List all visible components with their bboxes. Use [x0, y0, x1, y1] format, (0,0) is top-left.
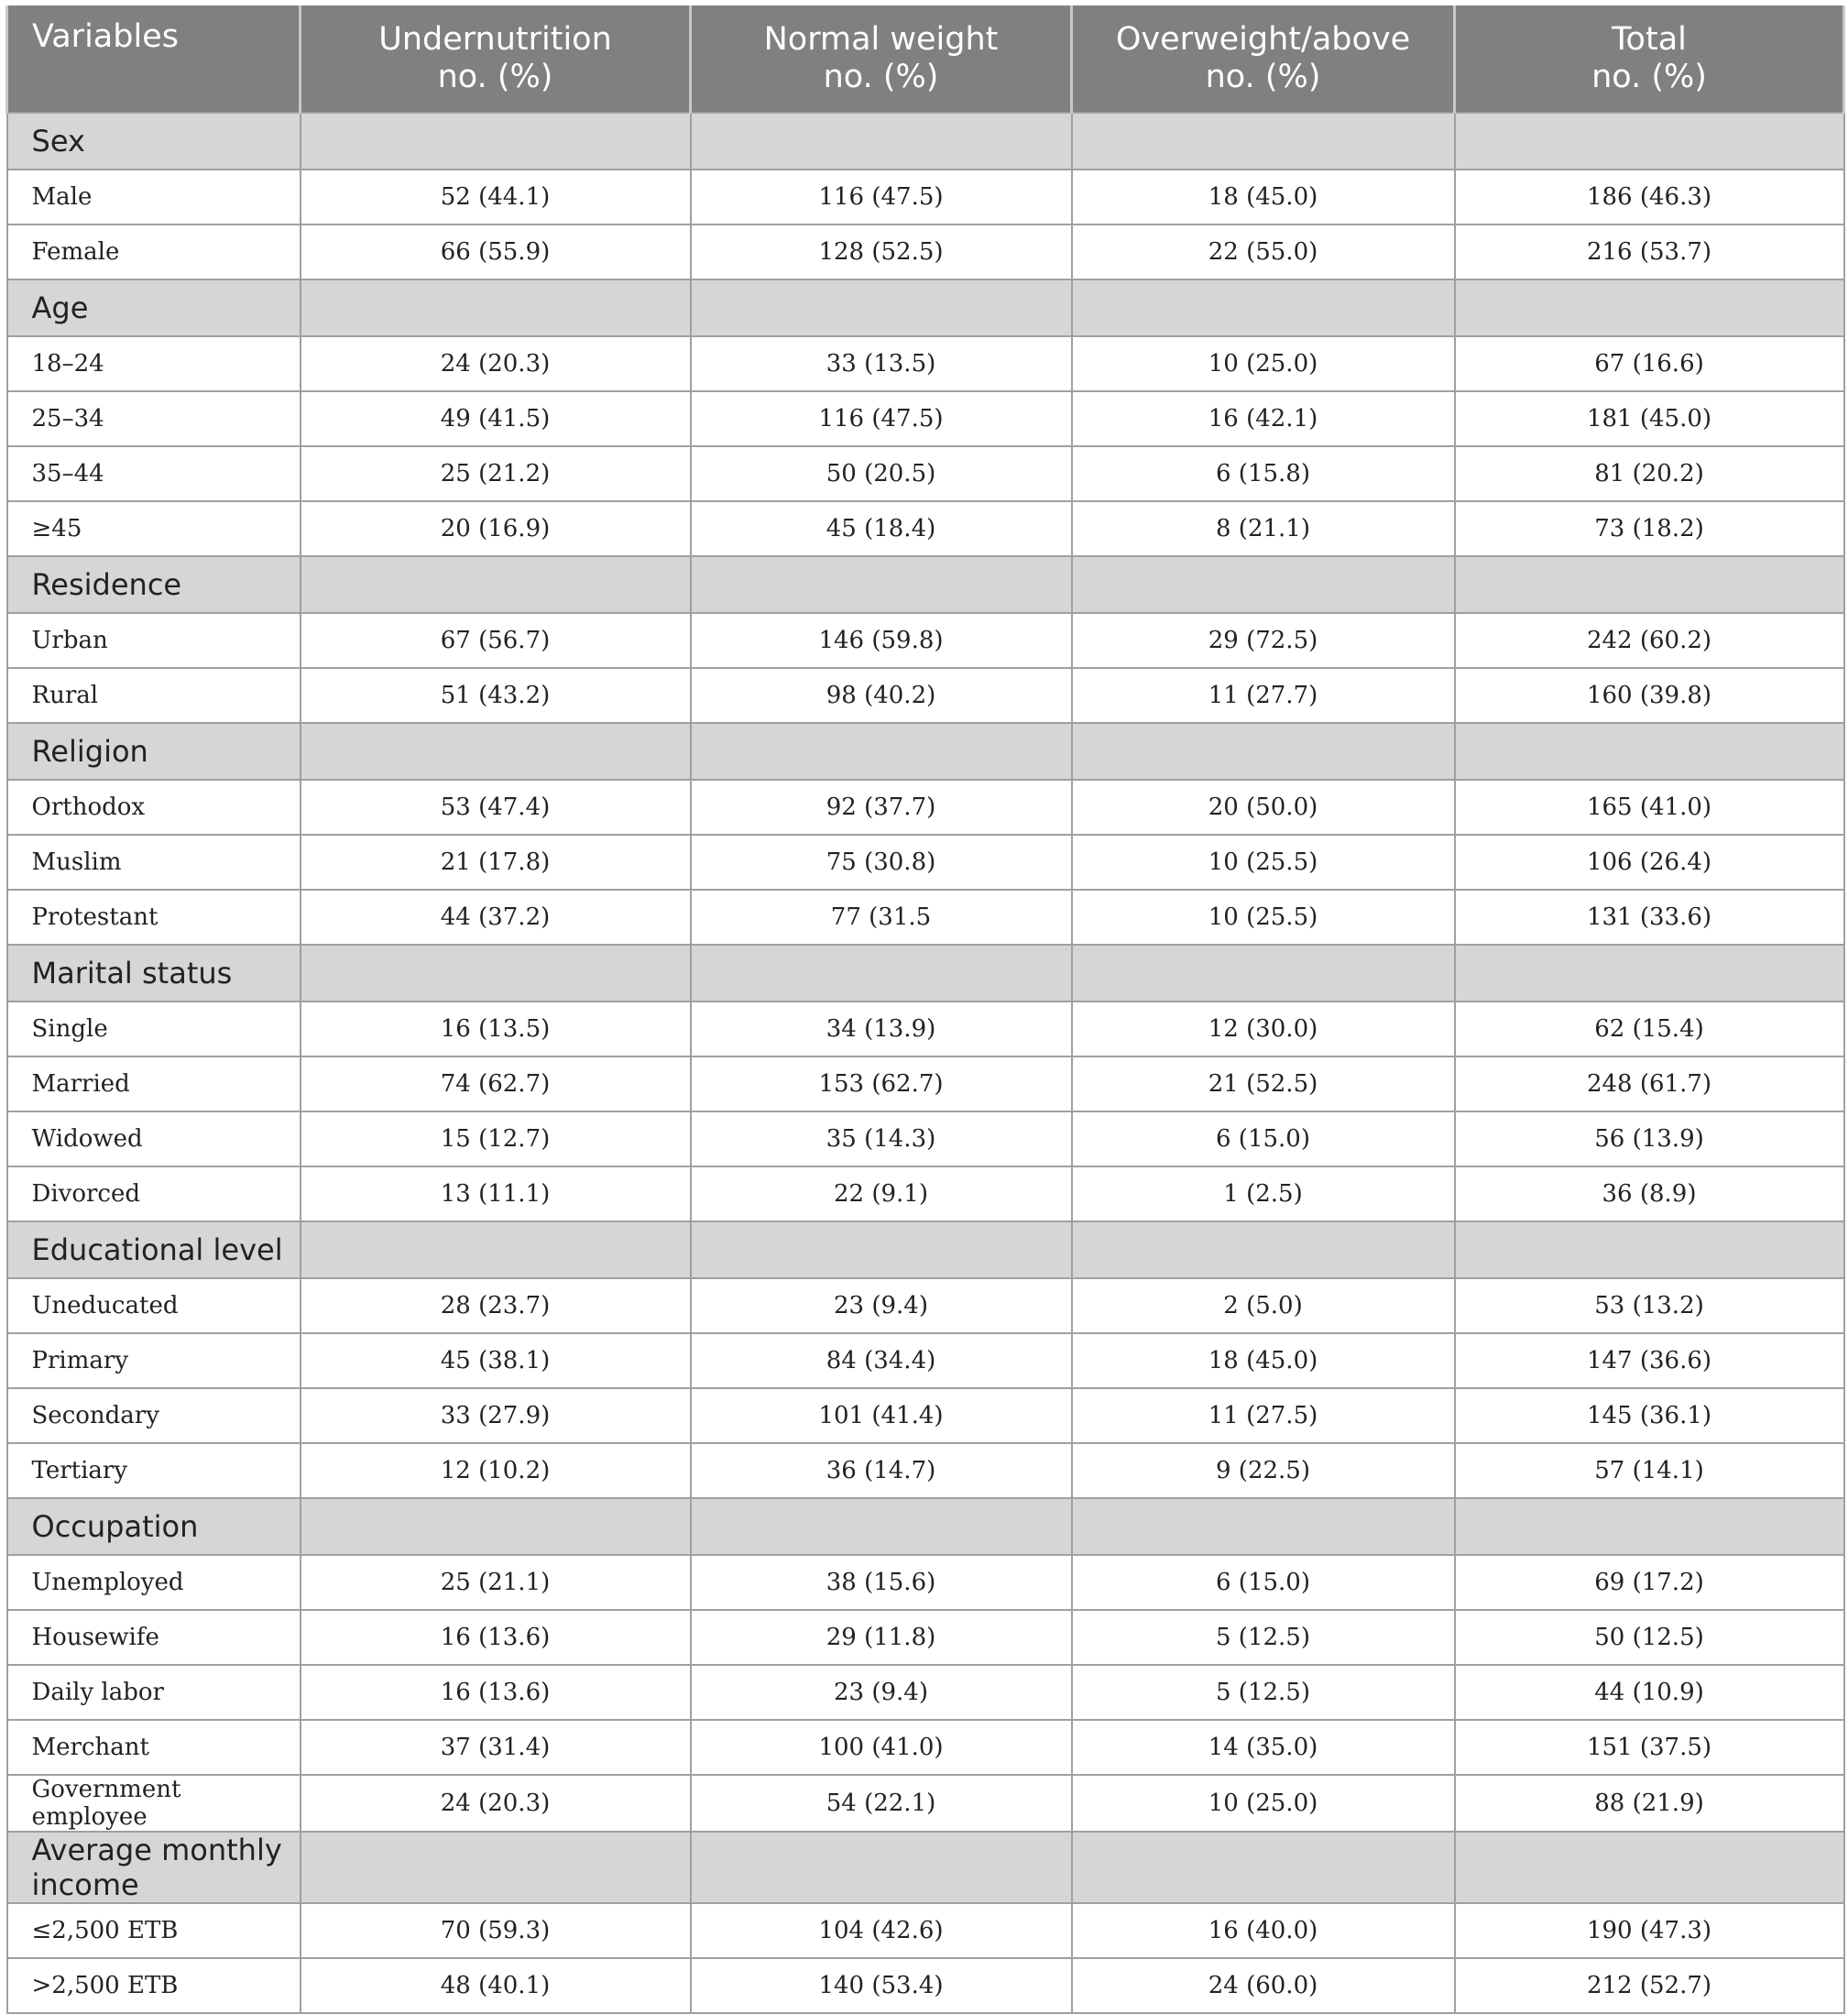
section-title: Age [7, 279, 301, 336]
row-label: Primary [7, 1333, 301, 1388]
header-variables: Variables [7, 5, 301, 113]
row-label: Tertiary [7, 1443, 301, 1498]
table-row [7, 613, 1844, 668]
section-empty-cell [301, 723, 691, 780]
table-cell: 45 (18.4) [691, 501, 1072, 556]
table-cell: 153 (62.7) [691, 1056, 1072, 1111]
table-cell: 101 (41.4) [691, 1388, 1072, 1443]
table-cell: 18 (45.0) [1072, 170, 1455, 224]
header-undernutrition [301, 5, 691, 113]
table-cell: 23 (9.4) [691, 1665, 1072, 1720]
section-empty-cell [1072, 556, 1455, 613]
table-cell: 34 (13.9) [691, 1002, 1072, 1056]
section-empty-cell [691, 723, 1072, 780]
table-cell: 29 (72.5) [1072, 613, 1455, 668]
table-cell: 186 (46.3) [1455, 170, 1844, 224]
table-cell: 18 (45.0) [1072, 1333, 1455, 1388]
table-cell: 54 (22.1) [691, 1775, 1072, 1832]
table-cell: 24 (60.0) [1072, 1958, 1455, 2013]
table-cell: 29 (11.8) [691, 1610, 1072, 1665]
section-empty-cell [1072, 279, 1455, 336]
table-row [7, 501, 1844, 556]
table-row [7, 446, 1844, 501]
table-cell: 66 (55.9) [301, 224, 691, 279]
table-cell: 22 (9.1) [691, 1166, 1072, 1221]
table-body [7, 113, 1844, 2013]
row-label: Urban [7, 613, 301, 668]
table-cell: 25 (21.2) [301, 446, 691, 501]
table-cell: 116 (47.5) [691, 170, 1072, 224]
table-cell: 33 (13.5) [691, 336, 1072, 391]
table-cell: 5 (12.5) [1072, 1665, 1455, 1720]
table-cell: 56 (13.9) [1455, 1111, 1844, 1166]
section-row [7, 1832, 1844, 1903]
header-overweight [1072, 5, 1455, 113]
table-cell: 16 (13.6) [301, 1665, 691, 1720]
section-empty-cell [1455, 1498, 1844, 1555]
table-cell: 165 (41.0) [1455, 780, 1844, 835]
table-cell: 44 (37.2) [301, 890, 691, 945]
section-empty-cell [1072, 1498, 1455, 1555]
table-row [7, 224, 1844, 279]
section-title: Average monthly income [7, 1832, 301, 1903]
table-header [7, 5, 1844, 113]
table-row [7, 1166, 1844, 1221]
section-title: Residence [7, 556, 301, 613]
section-empty-cell [301, 1498, 691, 1555]
section-empty-cell [1455, 1832, 1844, 1903]
row-label: Housewife [7, 1610, 301, 1665]
table-cell: 48 (40.1) [301, 1958, 691, 2013]
table-row [7, 780, 1844, 835]
section-empty-cell [691, 1832, 1072, 1903]
row-label: ≤2,500 ETB [7, 1903, 301, 1958]
table-cell: 128 (52.5) [691, 224, 1072, 279]
section-title: Educational level [7, 1221, 301, 1278]
table-cell: 151 (37.5) [1455, 1720, 1844, 1775]
row-label: Daily labor [7, 1665, 301, 1720]
table-cell: 45 (38.1) [301, 1333, 691, 1388]
table-cell: 216 (53.7) [1455, 224, 1844, 279]
header-total [1455, 5, 1844, 113]
table-row [7, 1388, 1844, 1443]
table-cell: 67 (16.6) [1455, 336, 1844, 391]
table-row [7, 890, 1844, 945]
section-empty-cell [1072, 723, 1455, 780]
row-label: Unemployed [7, 1555, 301, 1610]
table-cell: 70 (59.3) [301, 1903, 691, 1958]
table-cell: 242 (60.2) [1455, 613, 1844, 668]
table-cell: 38 (15.6) [691, 1555, 1072, 1610]
section-empty-cell [301, 945, 691, 1002]
row-label: Rural [7, 668, 301, 723]
table-cell: 11 (27.7) [1072, 668, 1455, 723]
table-row [7, 170, 1844, 224]
table-cell: 24 (20.3) [301, 1775, 691, 1832]
table-cell: 23 (9.4) [691, 1278, 1072, 1333]
section-row [7, 556, 1844, 613]
table-cell: 116 (47.5) [691, 391, 1072, 446]
row-label: Single [7, 1002, 301, 1056]
section-row [7, 1221, 1844, 1278]
table-cell: 12 (30.0) [1072, 1002, 1455, 1056]
table-cell: 147 (36.6) [1455, 1333, 1844, 1388]
table-cell: 181 (45.0) [1455, 391, 1844, 446]
section-empty-cell [691, 556, 1072, 613]
table-cell: 100 (41.0) [691, 1720, 1072, 1775]
section-empty-cell [301, 1832, 691, 1903]
table-cell: 15 (12.7) [301, 1111, 691, 1166]
table-row [7, 1443, 1844, 1498]
table-cell: 212 (52.7) [1455, 1958, 1844, 2013]
table-cell: 146 (59.8) [691, 613, 1072, 668]
table-cell: 6 (15.0) [1072, 1555, 1455, 1610]
table-row [7, 668, 1844, 723]
header-line: Normal weight [763, 21, 999, 58]
row-label: ≥45 [7, 501, 301, 556]
table-cell: 1 (2.5) [1072, 1166, 1455, 1221]
row-label: 25–34 [7, 391, 301, 446]
row-label: Widowed [7, 1111, 301, 1166]
table-cell: 10 (25.0) [1072, 336, 1455, 391]
table-cell: 190 (47.3) [1455, 1903, 1844, 1958]
table-cell: 53 (13.2) [1455, 1278, 1844, 1333]
section-title: Religion [7, 723, 301, 780]
section-empty-cell [1072, 1832, 1455, 1903]
table-cell: 12 (10.2) [301, 1443, 691, 1498]
section-empty-cell [691, 945, 1072, 1002]
table-cell: 16 (42.1) [1072, 391, 1455, 446]
header-line: Overweight/above [1115, 21, 1411, 58]
table-cell: 52 (44.1) [301, 170, 691, 224]
table-cell: 51 (43.2) [301, 668, 691, 723]
header-line: no. (%) [1591, 59, 1707, 95]
table-cell: 9 (22.5) [1072, 1443, 1455, 1498]
table-cell: 67 (56.7) [301, 613, 691, 668]
row-label: Male [7, 170, 301, 224]
table-cell: 24 (20.3) [301, 336, 691, 391]
table-cell: 6 (15.8) [1072, 446, 1455, 501]
table-cell: 50 (20.5) [691, 446, 1072, 501]
section-title: Marital status [7, 945, 301, 1002]
section-row [7, 945, 1844, 1002]
row-label: Uneducated [7, 1278, 301, 1333]
table-cell: 37 (31.4) [301, 1720, 691, 1775]
table-row [7, 1775, 1844, 1832]
table-cell: 88 (21.9) [1455, 1775, 1844, 1832]
nutrition-status-table [5, 5, 1845, 2014]
table-cell: 20 (50.0) [1072, 780, 1455, 835]
section-row [7, 279, 1844, 336]
table-cell: 49 (41.5) [301, 391, 691, 446]
table-cell: 160 (39.8) [1455, 668, 1844, 723]
row-label: Divorced [7, 1166, 301, 1221]
table-cell: 145 (36.1) [1455, 1388, 1844, 1443]
section-row [7, 723, 1844, 780]
table-cell: 92 (37.7) [691, 780, 1072, 835]
table-cell: 10 (25.5) [1072, 835, 1455, 890]
table-cell: 36 (14.7) [691, 1443, 1072, 1498]
table-row [7, 1555, 1844, 1610]
row-label: Secondary [7, 1388, 301, 1443]
section-empty-cell [691, 1498, 1072, 1555]
section-empty-cell [1455, 113, 1844, 170]
table-cell: 106 (26.4) [1455, 835, 1844, 890]
table-cell: 36 (8.9) [1455, 1166, 1844, 1221]
table-cell: 44 (10.9) [1455, 1665, 1844, 1720]
section-row [7, 1498, 1844, 1555]
table-cell: 13 (11.1) [301, 1166, 691, 1221]
row-label: Married [7, 1056, 301, 1111]
table-row [7, 1333, 1844, 1388]
table-cell: 10 (25.5) [1072, 890, 1455, 945]
header-line: Undernutrition [378, 21, 612, 58]
header-normal-weight [691, 5, 1072, 113]
table-cell: 8 (21.1) [1072, 501, 1455, 556]
section-empty-cell [691, 113, 1072, 170]
table-row [7, 1958, 1844, 2013]
header-line: no. (%) [823, 59, 939, 95]
table-row [7, 1002, 1844, 1056]
section-empty-cell [1455, 945, 1844, 1002]
row-label: Orthodox [7, 780, 301, 835]
table-row [7, 1665, 1844, 1720]
row-label: Protestant [7, 890, 301, 945]
section-empty-cell [1072, 945, 1455, 1002]
table-cell: 16 (13.6) [301, 1610, 691, 1665]
table-row [7, 1720, 1844, 1775]
table-cell: 248 (61.7) [1455, 1056, 1844, 1111]
table-cell: 16 (13.5) [301, 1002, 691, 1056]
table-cell: 73 (18.2) [1455, 501, 1844, 556]
table-cell: 10 (25.0) [1072, 1775, 1455, 1832]
table-cell: 22 (55.0) [1072, 224, 1455, 279]
section-empty-cell [1455, 556, 1844, 613]
table-cell: 81 (20.2) [1455, 446, 1844, 501]
table-cell: 6 (15.0) [1072, 1111, 1455, 1166]
table-cell: 11 (27.5) [1072, 1388, 1455, 1443]
row-label: Government employee [7, 1775, 301, 1832]
table-row [7, 1056, 1844, 1111]
table-cell: 28 (23.7) [301, 1278, 691, 1333]
table-cell: 74 (62.7) [301, 1056, 691, 1111]
row-label: Muslim [7, 835, 301, 890]
table-cell: 21 (52.5) [1072, 1056, 1455, 1111]
row-label: 18–24 [7, 336, 301, 391]
section-empty-cell [1455, 723, 1844, 780]
table-cell: 69 (17.2) [1455, 1555, 1844, 1610]
section-empty-cell [301, 279, 691, 336]
row-label: 35–44 [7, 446, 301, 501]
table-cell: 2 (5.0) [1072, 1278, 1455, 1333]
row-label: Female [7, 224, 301, 279]
section-row [7, 113, 1844, 170]
table-cell: 84 (34.4) [691, 1333, 1072, 1388]
table-cell: 98 (40.2) [691, 668, 1072, 723]
table-cell: 5 (12.5) [1072, 1610, 1455, 1665]
table-cell: 33 (27.9) [301, 1388, 691, 1443]
row-label: >2,500 ETB [7, 1958, 301, 2013]
section-empty-cell [301, 1221, 691, 1278]
table-cell: 77 (31.5 [691, 890, 1072, 945]
table-cell: 21 (17.8) [301, 835, 691, 890]
table-cell: 62 (15.4) [1455, 1002, 1844, 1056]
table-cell: 53 (47.4) [301, 780, 691, 835]
table-cell: 14 (35.0) [1072, 1720, 1455, 1775]
section-empty-cell [1072, 113, 1455, 170]
section-empty-cell [691, 1221, 1072, 1278]
table-cell: 16 (40.0) [1072, 1903, 1455, 1958]
table-row [7, 1903, 1844, 1958]
table-cell: 20 (16.9) [301, 501, 691, 556]
table-row [7, 1278, 1844, 1333]
table-cell: 35 (14.3) [691, 1111, 1072, 1166]
table-row [7, 835, 1844, 890]
table-cell: 25 (21.1) [301, 1555, 691, 1610]
section-empty-cell [1455, 1221, 1844, 1278]
header-line: Total [1612, 21, 1687, 58]
section-title: Sex [7, 113, 301, 170]
table-cell: 131 (33.6) [1455, 890, 1844, 945]
table-cell: 57 (14.1) [1455, 1443, 1844, 1498]
section-empty-cell [301, 113, 691, 170]
header-line: no. (%) [1205, 59, 1321, 95]
section-empty-cell [1455, 279, 1844, 336]
row-label: Merchant [7, 1720, 301, 1775]
table-row [7, 1111, 1844, 1166]
table-cell: 75 (30.8) [691, 835, 1072, 890]
table-row [7, 336, 1844, 391]
table-cell: 104 (42.6) [691, 1903, 1072, 1958]
table-cell: 50 (12.5) [1455, 1610, 1844, 1665]
table-row [7, 1610, 1844, 1665]
table-cell: 140 (53.4) [691, 1958, 1072, 2013]
section-empty-cell [1072, 1221, 1455, 1278]
section-title: Occupation [7, 1498, 301, 1555]
header-line: no. (%) [437, 59, 553, 95]
section-empty-cell [301, 556, 691, 613]
table-row [7, 391, 1844, 446]
section-empty-cell [691, 279, 1072, 336]
